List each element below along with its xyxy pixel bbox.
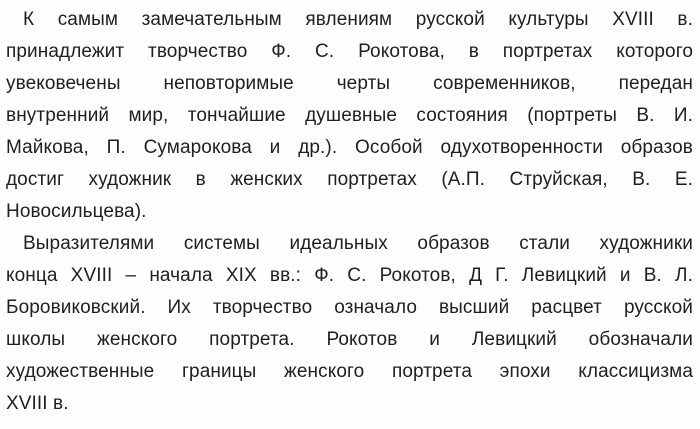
text-line: Выразителями системы идеальных образов стали художники (23, 233, 693, 254)
text-line: увековечены неповторимые черты современников, передан (6, 73, 693, 94)
text-line: Боровиковский. Их творчество означало высший расцвет русской (6, 297, 693, 318)
text-line: конца XVIII – начала XIX вв.: Ф. С. Рокотов, Д Г. Левицкий и В. Л. (6, 265, 693, 286)
text-line: К самым замечательным явлениям русской культуры XVIII в. (23, 9, 693, 30)
text-line: принадлежит творчество Ф. С. Рокотова, в портретах которого (6, 41, 693, 62)
text-line: Майкова, П. Сумарокова и др.). Особой одухотворенности образов (6, 137, 693, 158)
text-line: Новосильцева). (6, 201, 147, 222)
text-line: XVIII в. (6, 393, 69, 414)
paragraph-rokotov-portraits (6, 4, 693, 228)
paragraph-ideal-images (6, 228, 693, 420)
text-line: художественные границы женского портрета эпохи классицизма (6, 361, 693, 382)
text-line: достиг художник в женских портретах (А.П. Струйская, В. Е. (6, 169, 693, 190)
text-line: школы женского портрета. Рокотов и Левицкий обозначали (6, 329, 693, 350)
text-line: внутренний мир, тончайшие душевные состояния (портреты В. И. (6, 105, 693, 126)
